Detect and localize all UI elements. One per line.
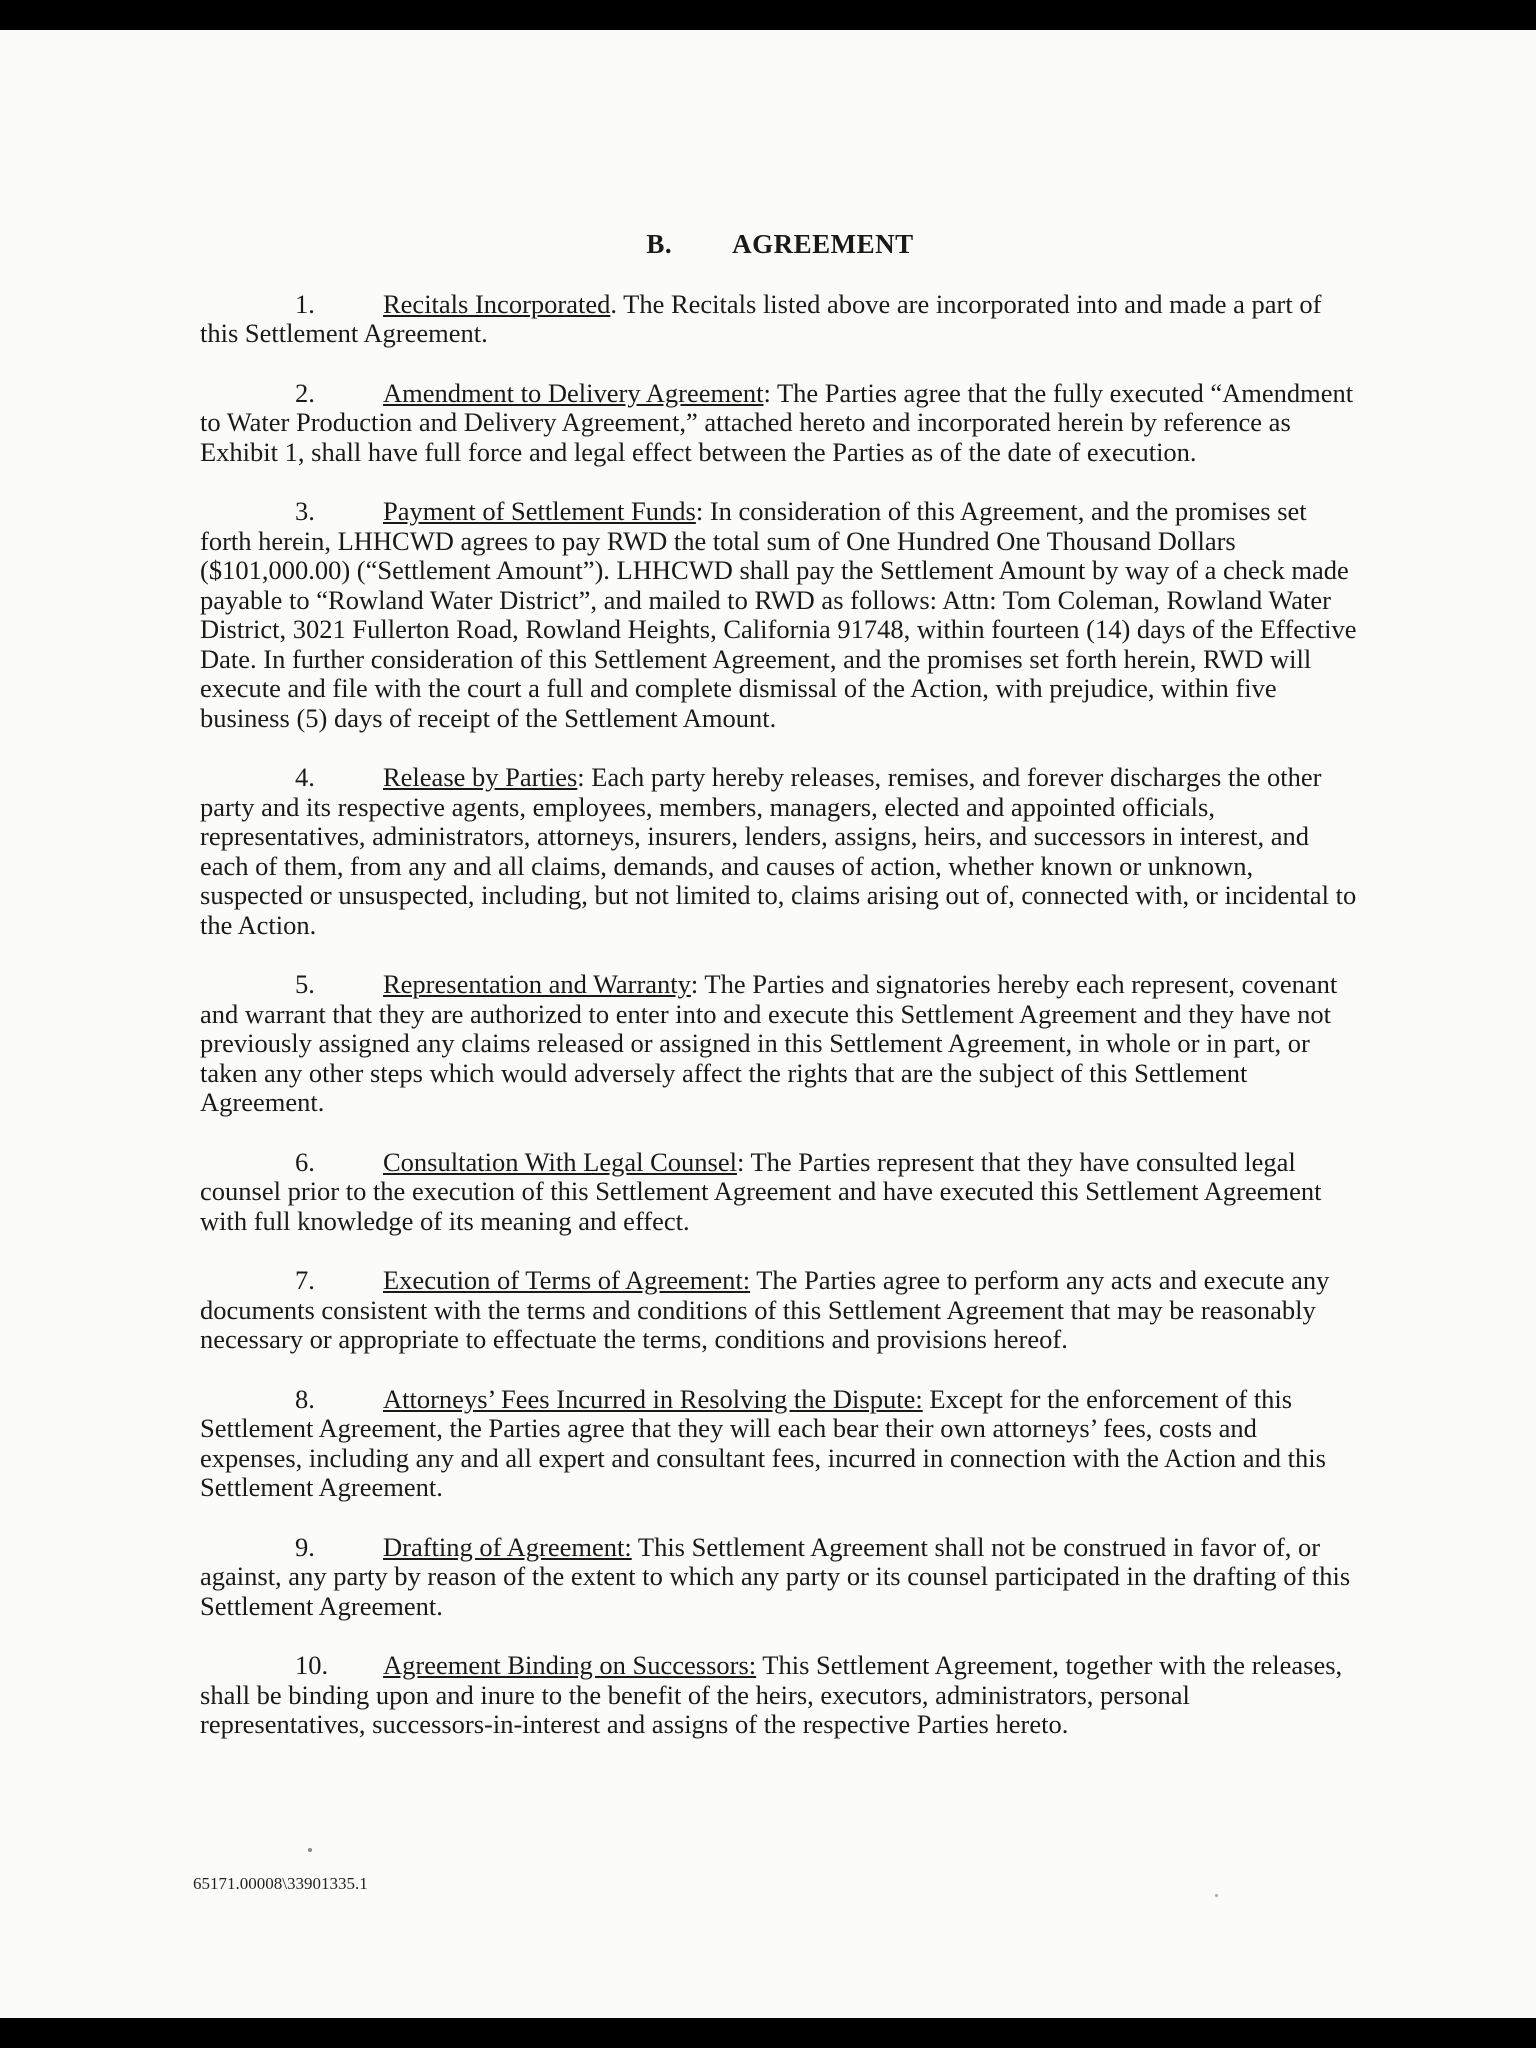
paragraph-text: The Parties agree to perform any acts and execute any documents consistent with the terms and conditions of this Settlement Agreement that may be reasonably necessary or appropriate to effectuate the terms, conditions and provisions hereof. [200,1265,1330,1354]
paragraph-caption: Attorneys’ Fees Incurred in Resolving the Dispute: [383,1383,923,1414]
paragraph-8: 8. Attorneys’ Fees Incurred in Resolving the Dispute: Except for the enforcement of this Settlement Agreement, the Parties agree that they will each bear their own attorneys’ fees, costs and expenses, including any and all expert and consultant fees, incurred in connection with the Action and this Settlement Agreement. [200,1383,1326,1502]
paragraph-text: : Each party hereby releases, remises, and forever discharges the other party and its respective agents, employees, members, managers, elected and appointed officials, representatives, administrators, attorneys, insurers, lenders, assigns, heirs, and successors in interest, and each of them, from any and all claims, demands, and causes of action, whether known or unknown, suspected or unsuspected, including, but not limited to, claims arising out of, connected with, or incidental to the Action. [200,762,1357,940]
scan-speck [308,1848,312,1852]
paragraph-text: : The Parties agree that the fully executed “Amendment to Water Production and Delivery Agreement,” attached hereto and incorporated herein by reference as Exhibit 1, shall have full force and legal effect between the Parties as of the date of execution. [200,377,1354,467]
paragraph-caption: Release by Parties [383,762,578,792]
bottom-border [0,2018,1536,2048]
paragraph-caption: Recitals Incorporated [383,288,611,319]
paragraph-caption: Consultation With Legal Counsel [383,1146,737,1177]
document-page [0,30,1536,2018]
paragraph-text: : In consideration of this Agreement, and the promises set forth herein, LHHCWD agrees to pay RWD the total sum of One Hundred One Thousand Dollars ($101,000.00) (“Settlement Amount”). LHHCWD shall pay the Settlement Amount by way of a check made payable to “Rowland Water District”, and mailed to RWD as follows: Attn: Tom Coleman, Rowland Water District, 3021 Fullerton Road, Rowland Heights, California 91748, within fourteen (14) days of the Effective Date. In further consideration of this Settlement Agreement, and the promises set forth herein, RWD will execute and file with the court a full and complete dismissal of the Action, with prejudice, within five business (5) days of receipt of the Settlement Amount. [200,496,1357,733]
section-title: AGREEMENT [732,229,914,259]
document-footer-id: 65171.00008\33901335.1 [193,1874,368,1893]
paragraph-caption: Representation and Warranty [383,969,691,999]
paragraph-10: 10. Agreement Binding on Successors: This Settlement Agreement, together with the releases, shall be binding upon and inure to the benefit of the heirs, executors, administrators, personal representatives, successors-in-interest and assigns of the respective Parties hereto. [200,1650,1343,1739]
scan-speck [1215,1894,1218,1897]
paragraph-text: . The Recitals listed above are incorporated into and made a part of this Settlement Agreement. [200,288,1322,348]
paragraph-6: 6. Consultation With Legal Counsel: The Parties represent that they have consulted legal counsel prior to the execution of this Settlement Agreement and have executed this Settlement Agreement with full knowledge of its meaning and effect. [200,1146,1322,1236]
paragraph-text: This Settlement Agreement shall not be construed in favor of, or against, any party by reason of the extent to which any party or its counsel participated in the drafting of this Settlement Agreement. [200,1531,1351,1621]
paragraph-4: 4. Release by Parties: Each party hereby releases, remises, and forever discharges the other party and its respective agents, employees, members, managers, elected and appointed officials, representatives, administrators, attorneys, insurers, lenders, assigns, heirs, and successors in interest, and each of them, from any and all claims, demands, and causes of action, whether known or unknown, suspected or unsuspected, including, but not limited to, claims arising out of, connected with, or incidental to the Action. [200,762,1357,940]
paragraph-caption: Execution of Terms of Agreement: [383,1265,751,1295]
paragraph-3: 3. Payment of Settlement Funds: In consideration of this Agreement, and the promises set forth herein, LHHCWD agrees to pay RWD the total sum of One Hundred One Thousand Dollars ($101,000.00) (“Settlement Amount”). LHHCWD shall pay the Settlement Amount by way of a check made payable to “Rowland Water District”, and mailed to RWD as follows: Attn: Tom Coleman, Rowland Water District, 3021 Fullerton Road, Rowland Heights, California 91748, within fourteen (14) days of the Effective Date. In further consideration of this Settlement Agreement, and the promises set forth herein, RWD will execute and file with the court a full and complete dismissal of the Action, with prejudice, within five business (5) days of receipt of the Settlement Amount. [200,496,1357,733]
paragraph-text: : The Parties represent that they have consulted legal counsel prior to the execution of this Settlement Agreement and have executed this Settlement Agreement with full knowledge of its meaning and effect. [200,1146,1322,1236]
paragraph-caption: Payment of Settlement Funds [383,496,696,526]
paragraph-text: This Settlement Agreement, together with the releases, shall be binding upon and inure to the benefit of the heirs, executors, administrators, personal representatives, successors-in-interest and assigns of the respective Parties hereto. [200,1650,1343,1739]
document-body [200,230,1360,1770]
paragraph-7: 7. Execution of Terms of Agreement: The Parties agree to perform any acts and execute any documents consistent with the terms and conditions of this Settlement Agreement that may be reasonably necessary or appropriate to effectuate the terms, conditions and provisions hereof. [200,1265,1330,1354]
paragraph-caption: Drafting of Agreement: [383,1531,632,1562]
paragraph-text: Except for the enforcement of this Settlement Agreement, the Parties agree that they will each bear their own attorneys’ fees, costs and expenses, including any and all expert and consultant fees, incurred in connection with the Action and this Settlement Agreement. [200,1383,1326,1502]
paragraph-9: 9. Drafting of Agreement: This Settlement Agreement shall not be construed in favor of, or against, any party by reason of the extent to which any party or its counsel participated in the drafting of this Settlement Agreement. [200,1531,1351,1621]
paragraph-5: 5. Representation and Warranty: The Parties and signatories hereby each represent, covenant and warrant that they are authorized to enter into and execute this Settlement Agreement and they have not previously assigned any claims released or assigned in this Settlement Agreement, in whole or in part, or taken any other steps which would adversely affect the rights that are the subject of this Settlement Agreement. [200,969,1338,1117]
paragraph-text: : The Parties and signatories hereby each represent, covenant and warrant that they are authorized to enter into and execute this Settlement Agreement and they have not previously assigned any claims released or assigned in this Settlement Agreement, in whole or in part, or taken any other steps which would adversely affect the rights that are the subject of this Settlement Agreement. [200,969,1338,1117]
paragraph-caption: Amendment to Delivery Agreement [383,377,764,408]
paragraph-caption: Agreement Binding on Successors: [383,1650,757,1680]
paragraph-2: 2. Amendment to Delivery Agreement: The Parties agree that the fully executed “Amendment to Water Production and Delivery Agreement,” attached hereto and incorporated herein by reference as Exhibit 1, shall have full force and legal effect between the Parties as of the date of execution. [200,377,1354,467]
paragraph-1: 1. Recitals Incorporated. The Recitals listed above are incorporated into and made a part of this Settlement Agreement. [200,288,1322,348]
section-letter: B. [646,229,673,259]
section-heading [200,230,1360,260]
